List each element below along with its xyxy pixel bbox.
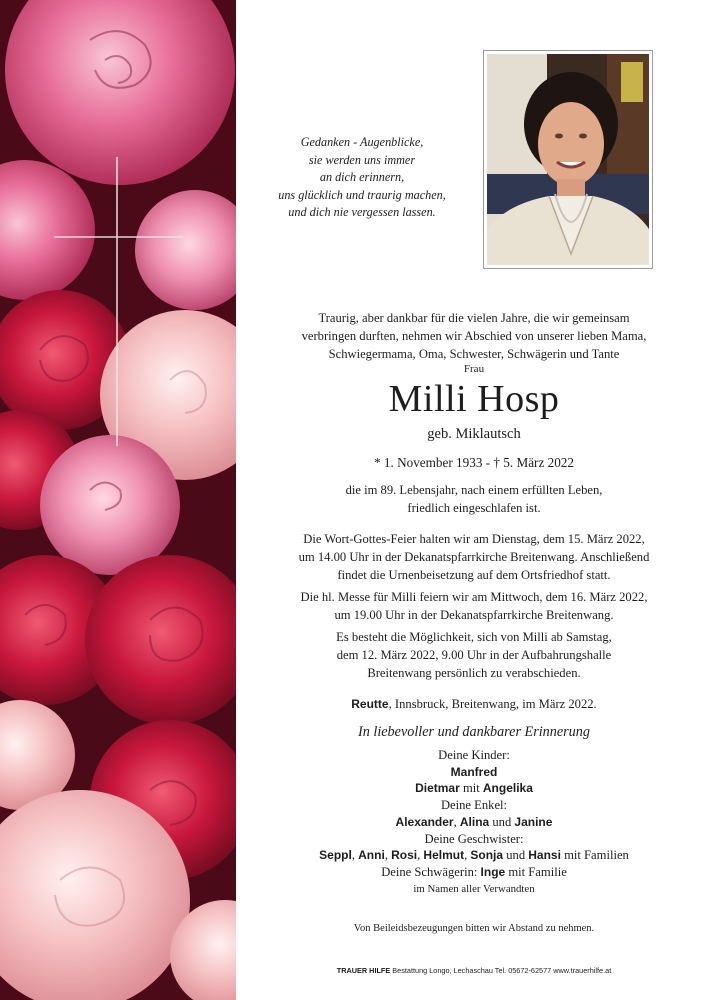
portrait-photo (487, 54, 649, 265)
service-paragraph-funeral (264, 530, 684, 584)
place-date (264, 695, 684, 713)
deceased-name: Milli Hosp (388, 378, 560, 420)
family-list: Deine Kinder: Manfred Dietmar mit Angelika Deine Enkel: Alexander, Alina und Janine Deine Geschwister: Seppl, Anni, Rosi, Helmut, Sonja und Hansi mit Familien Deine Schwägerin: Inge mit Familie im Namen aller Verwandten (264, 747, 684, 897)
sibling-name: Helmut (423, 848, 465, 863)
paragraph-line: findet die Urnenbeisetzung auf dem Ortsfriedhof statt. (337, 568, 611, 582)
poem (262, 134, 462, 222)
child-name: Manfred (450, 764, 498, 779)
sister-in-law-label: Deine Schwägerin: (381, 864, 478, 879)
intro-line: Schwiegermama, Oma, Schwester, Schwägerin und Tante (328, 347, 620, 361)
conjunction: und (492, 814, 512, 829)
age-line: die im 89. Lebensjahr, nach einem erfüllten Leben, (345, 483, 603, 497)
paragraph-line: Breitenwang persönlich zu verabschieden. (367, 666, 581, 680)
footer-details: Bestattung Longo, Lechaschau Tel. 05672-62577 www.trauerhilfe.at (392, 966, 612, 975)
intro-line: verbringen durften, nehmen wir Abschied von unserer lieben Mama, (301, 329, 647, 343)
age-line: friedlich eingeschlafen ist. (407, 501, 541, 515)
roses-illustration (0, 0, 236, 1000)
sibling-name: Seppl (319, 848, 352, 863)
paragraph-line: Die hl. Messe für Milli feiern wir am Mittwoch, dem 16. März 2022, (300, 590, 648, 604)
sibling-name: Sonja (470, 848, 504, 863)
partner-separator: mit (462, 781, 480, 796)
place-main-town: Reutte (351, 697, 389, 711)
service-paragraph-mass (264, 588, 684, 624)
maiden-name: geb. Miklautsch (427, 426, 521, 442)
age-text (264, 481, 684, 517)
paragraph-line: dem 12. März 2022, 9.00 Uhr in der Aufbahrungshalle (336, 648, 612, 662)
paragraph-line: um 14.00 Uhr in der Dekanatspfarrkirche Breitenwang. Anschließend (298, 550, 650, 564)
grandchild-name: Alina (459, 814, 490, 829)
poem-line: an dich erinnern, (319, 170, 405, 185)
sister-in-law-suffix: mit Familie (508, 864, 567, 879)
footer-brand: TRAUER HILFE (336, 966, 391, 975)
grandchild-name: Janine (514, 814, 553, 829)
grandchild-name: Alexander (395, 814, 454, 829)
poem-line: sie werden uns immer (308, 152, 416, 167)
paragraph-line: um 19.00 Uhr in der Dekanatspfarrkirche Breitenwang. (334, 608, 614, 622)
intro-line: Traurig, aber dankbar für die vielen Jahre, die wir gemeinsam (318, 311, 630, 325)
title-prefix: Frau (463, 363, 485, 375)
sibling-name: Hansi (528, 848, 561, 863)
grandchildren-heading: Deine Enkel: (440, 798, 508, 813)
service-paragraph-farewell (264, 628, 684, 682)
place-rest: , Innsbruck, Breitenwang, im März 2022. (388, 697, 597, 711)
partner-name: Angelika (482, 781, 533, 796)
paragraph-line: Die Wort-Gottes-Feier halten wir am Dienstag, dem 15. März 2022, (303, 532, 645, 546)
poem-line: uns glücklich und traurig machen, (278, 187, 446, 202)
sibling-name: Rosi (391, 848, 418, 863)
life-dates: * 1. November 1933 - † 5. März 2022 (374, 455, 574, 470)
closing-note: Von Beileidsbezeugungen bitten wir Abstand zu nehmen. (353, 923, 595, 934)
footer (264, 966, 684, 976)
child-name: Dietmar (415, 781, 460, 796)
portrait-photo-frame (483, 50, 653, 269)
poem-line: und dich nie vergessen lassen. (288, 205, 436, 220)
paragraph-line: Es besteht die Möglichkeit, sich von Milli ab Samstag, (336, 630, 612, 644)
relatives-line: im Namen aller Verwandten (413, 882, 535, 895)
siblings-heading: Deine Geschwister: (424, 831, 524, 846)
sister-in-law-name: Inge (480, 864, 506, 879)
poem-line: Gedanken - Augenblicke, (300, 135, 424, 149)
intro-text (264, 309, 684, 376)
rose-background-image (0, 0, 236, 1000)
siblings-suffix: mit Familien (564, 848, 629, 863)
conjunction: und (506, 848, 526, 863)
sibling-name: Anni (358, 848, 385, 863)
children-heading: Deine Kinder: (438, 748, 510, 762)
memory-line: In liebevoller und dankbarer Erinnerung (358, 724, 590, 740)
